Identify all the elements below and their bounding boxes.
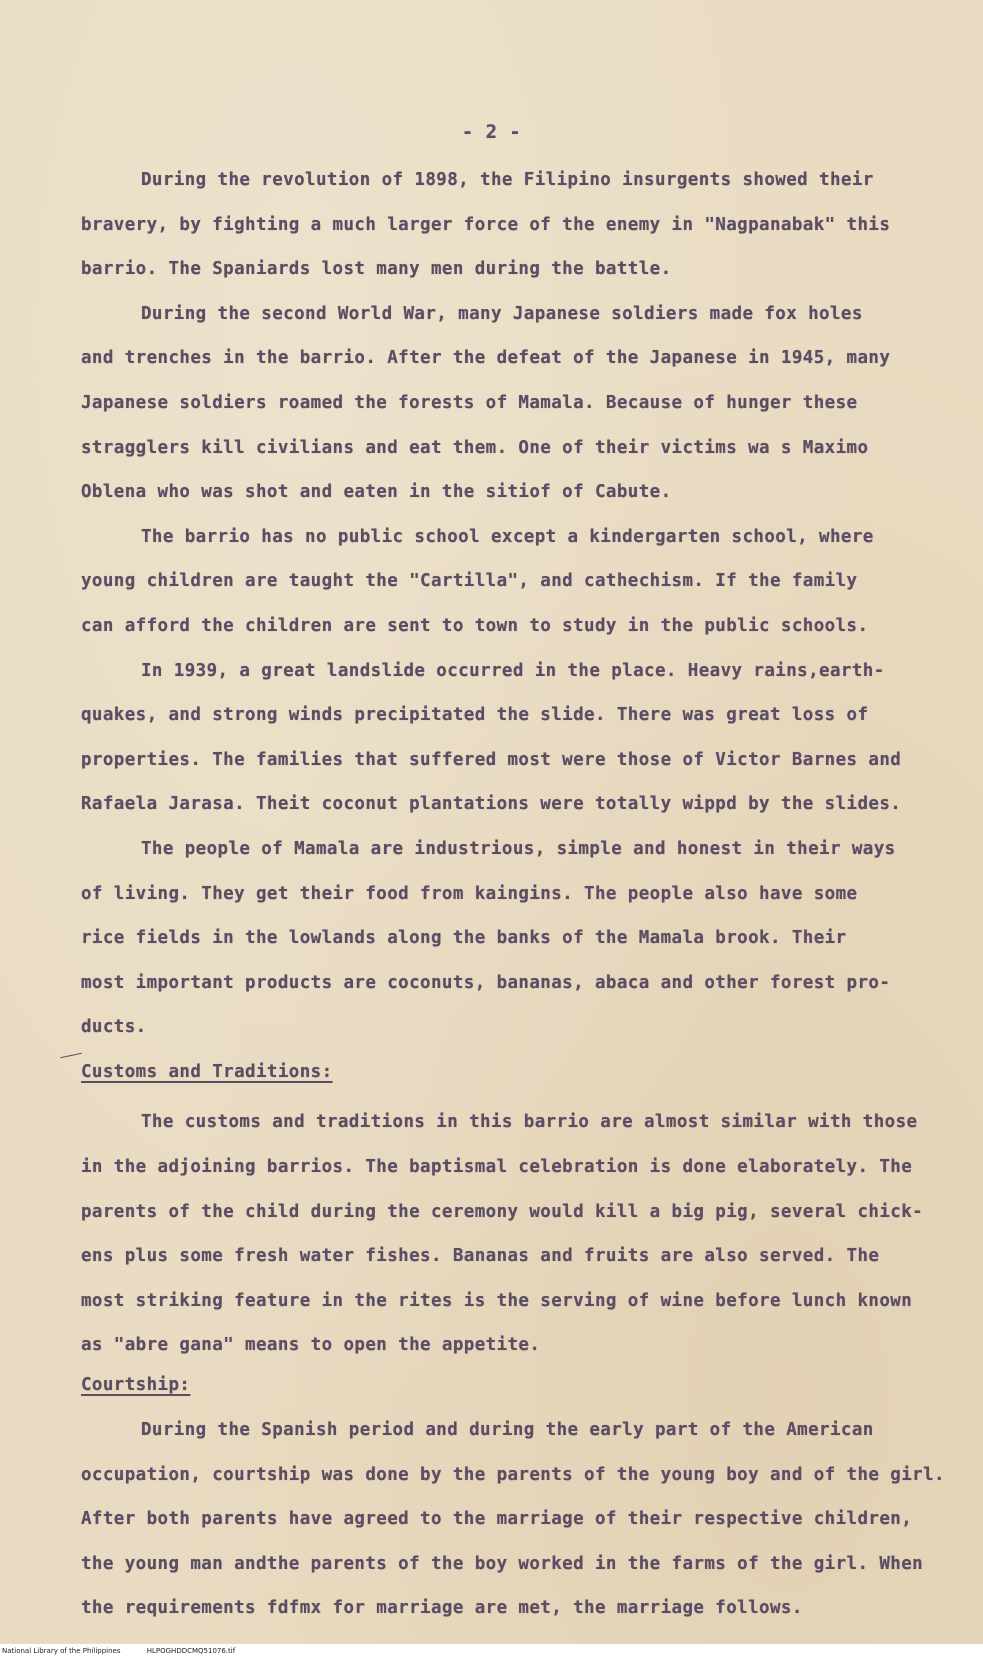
text-line: bravery, by fighting a much larger force of the enemy in "Nagpanabak" this: [81, 214, 891, 235]
heading-customs-text: Customs and Traditions:: [81, 1061, 333, 1082]
paragraph-customs: [81, 1100, 924, 1368]
text-line: occupation, courtship was done by the parents of the young boy and of the girl.: [81, 1464, 945, 1485]
heading-courtship-text: Courtship:: [81, 1375, 191, 1396]
text-line: After both parents have agreed to the marriage of their respective children,: [81, 1509, 913, 1530]
text-line: The people of Mamala are industrious, simple and honest in their ways: [141, 838, 896, 859]
paragraph-landslide: [81, 649, 921, 827]
text-line: properties. The families that suffered most were those of Victor Barnes and: [81, 749, 902, 770]
paragraph-people: [81, 827, 921, 1050]
paragraph-courtship: [81, 1408, 945, 1631]
text-line: The customs and traditions in this barrio are almost similar with those: [141, 1112, 918, 1133]
text-line: During the second World War, many Japanese soldiers made fox holes: [141, 303, 863, 324]
text-line: ens plus some fresh water fishes. Bananas and fruits are also served. The: [81, 1246, 880, 1267]
text-line: the requirements fdfmx for marriage are met, the marriage follows.: [81, 1598, 803, 1619]
text-line: The barrio has no public school except a kindergarten school, where: [141, 526, 874, 547]
footer-file: HLPOGHDDCMQ51076.tif: [146, 1647, 236, 1655]
text-line: parents of the child during the ceremony would kill a big pig, several chick-: [81, 1201, 924, 1222]
footer-library: National Library of the Philippines: [2, 1647, 121, 1655]
text-line: Japanese soldiers roamed the forests of Mamala. Because of hunger these: [81, 392, 858, 413]
heading-customs-traditions: [81, 1050, 921, 1095]
text-line: Rafaela Jarasa. Theit coconut plantations were totally wippd by the slides.: [81, 794, 902, 815]
text-line: rice fields in the lowlands along the banks of the Mamala brook. Their: [81, 928, 847, 949]
paragraph-world-war: [81, 292, 921, 515]
text-line: Oblena who was shot and eaten in the sitiof of Cabute.: [81, 482, 672, 503]
text-line: In 1939, a great landslide occurred in the place. Heavy rains,earth-: [141, 660, 885, 681]
text-line: in the adjoining barrios. The baptismal celebration is done elaborately. The: [81, 1157, 913, 1178]
text-line: During the Spanish period and during the early part of the American: [141, 1420, 874, 1441]
text-line: stragglers kill civilians and eat them. One of their victims wa s Maximo: [81, 437, 869, 458]
paragraph-revolution: [81, 158, 921, 292]
text-line: quakes, and strong winds precipitated the slide. There was great loss of: [81, 705, 869, 726]
text-line: the young man andthe parents of the boy worked in the farms of the girl. When: [81, 1553, 924, 1574]
text-line: most striking feature in the rites is the serving of wine before lunch known: [81, 1290, 913, 1311]
heading-courtship: [81, 1368, 921, 1402]
text-line: During the revolution of 1898, the Filipino insurgents showed their: [141, 170, 874, 190]
text-line: most important products are coconuts, bananas, abaca and other forest pro-: [81, 972, 891, 993]
text-line: of living. They get their food from kaingins. The people also have some: [81, 883, 858, 904]
scan-footer: [0, 1644, 983, 1658]
document-body: [81, 158, 945, 1631]
text-line: and trenches in the barrio. After the defeat of the Japanese in 1945, many: [81, 348, 891, 369]
text-line: barrio. The Spaniards lost many men during the battle.: [81, 259, 672, 280]
handwritten-mark: [60, 1053, 82, 1059]
text-line: as "abre gana" means to open the appetite.: [81, 1335, 541, 1356]
text-line: can afford the children are sent to town to study in the public schools.: [81, 615, 869, 636]
page-number: - 2 -: [461, 121, 522, 143]
text-line: young children are taught the "Cartilla", and cathechism. If the family: [81, 571, 858, 592]
paragraph-school: [81, 515, 921, 649]
text-line: ducts.: [81, 1017, 147, 1038]
